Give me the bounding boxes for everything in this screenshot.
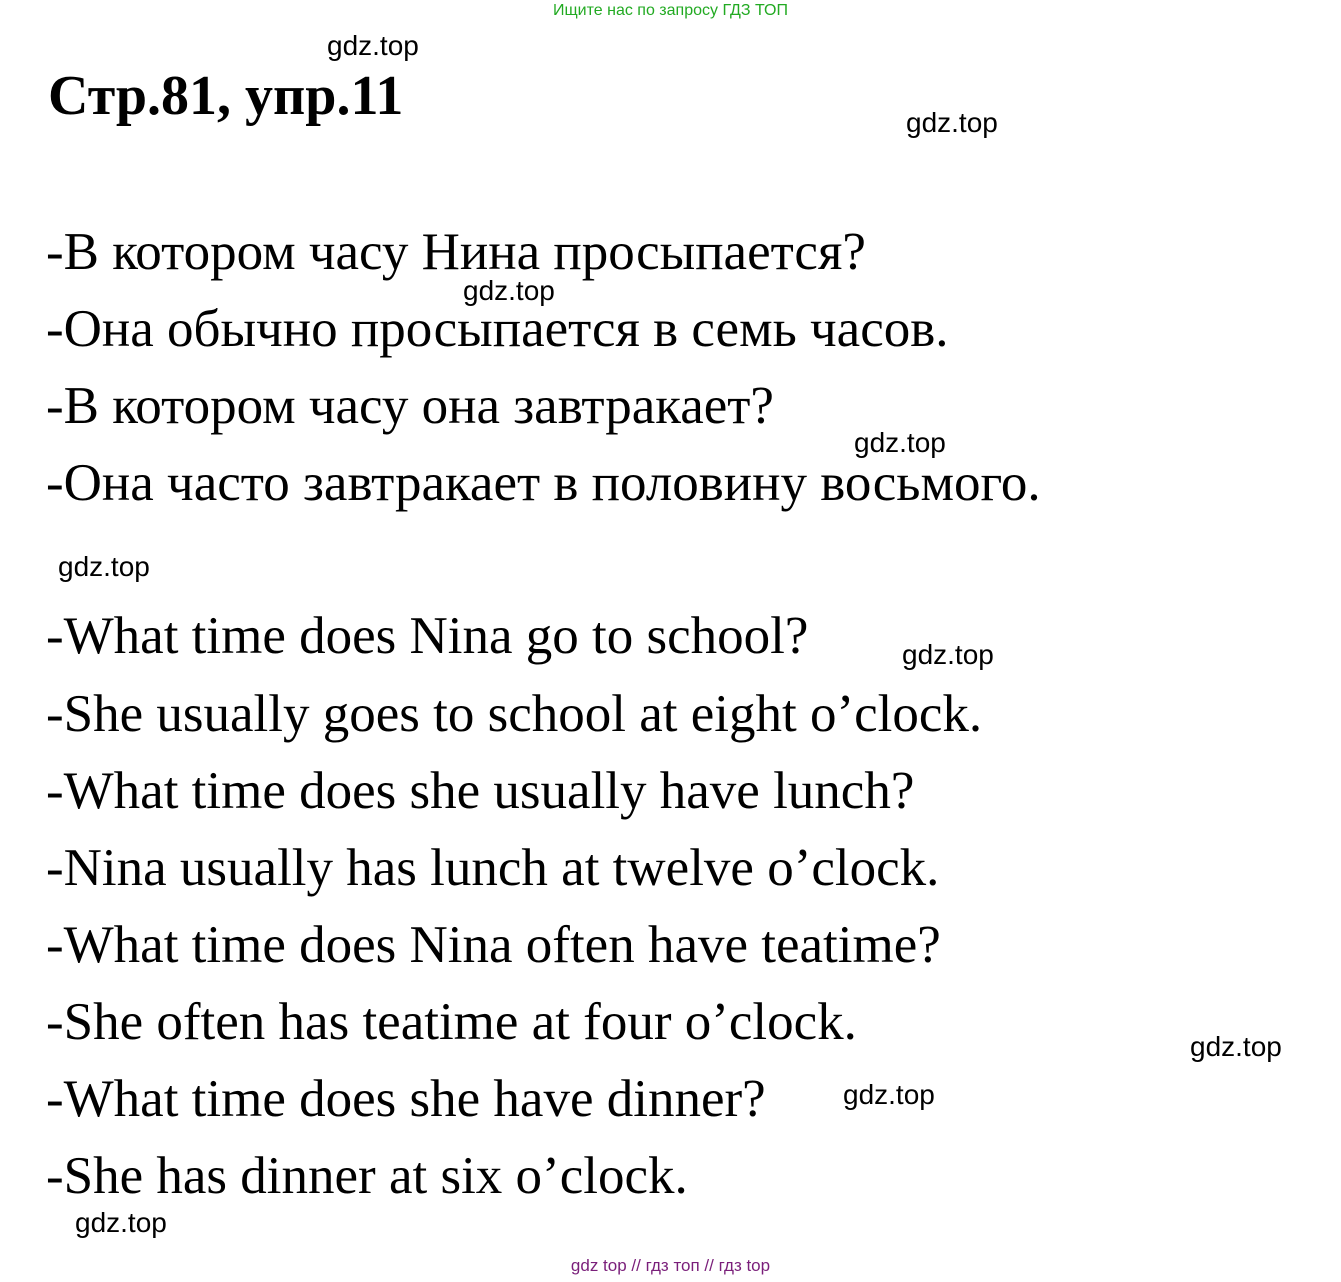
russian-line: -В котором часу Нина просыпается? — [46, 223, 866, 281]
english-line: -What time does she have dinner? — [46, 1070, 766, 1128]
page-title: Стр.81, упр.11 — [48, 65, 404, 127]
english-line: -She has dinner at six o’clock. — [46, 1147, 688, 1205]
watermark: gdz.top — [902, 639, 994, 670]
english-line: -What time does Nina go to school? — [46, 607, 809, 665]
footer-links: gdz top // гдз топ // гдз top — [570, 1256, 771, 1275]
top-search-banner: Ищите нас по запросу ГДЗ ТОП — [553, 2, 788, 19]
english-line: -She often has teatime at four o’clock. — [46, 993, 857, 1051]
watermark: gdz.top — [906, 107, 998, 138]
watermark: gdz.top — [854, 427, 946, 458]
watermark: gdz.top — [58, 551, 150, 582]
watermark: gdz.top — [463, 275, 555, 306]
watermark: gdz.top — [327, 30, 419, 61]
watermark: gdz.top — [843, 1079, 935, 1110]
russian-line: -Она обычно просыпается в семь часов. — [46, 300, 949, 358]
english-line: -She usually goes to school at eight o’clock. — [46, 685, 983, 743]
english-line: -What time does she usually have lunch? — [46, 762, 915, 820]
english-line: -Nina usually has lunch at twelve o’clock. — [46, 839, 940, 897]
russian-line: -Она часто завтракает в половину восьмого. — [46, 454, 1041, 512]
russian-line: -В котором часу она завтракает? — [46, 377, 774, 435]
english-line: -What time does Nina often have teatime? — [46, 916, 941, 974]
watermark: gdz.top — [1190, 1031, 1282, 1062]
watermark: gdz.top — [75, 1207, 167, 1238]
